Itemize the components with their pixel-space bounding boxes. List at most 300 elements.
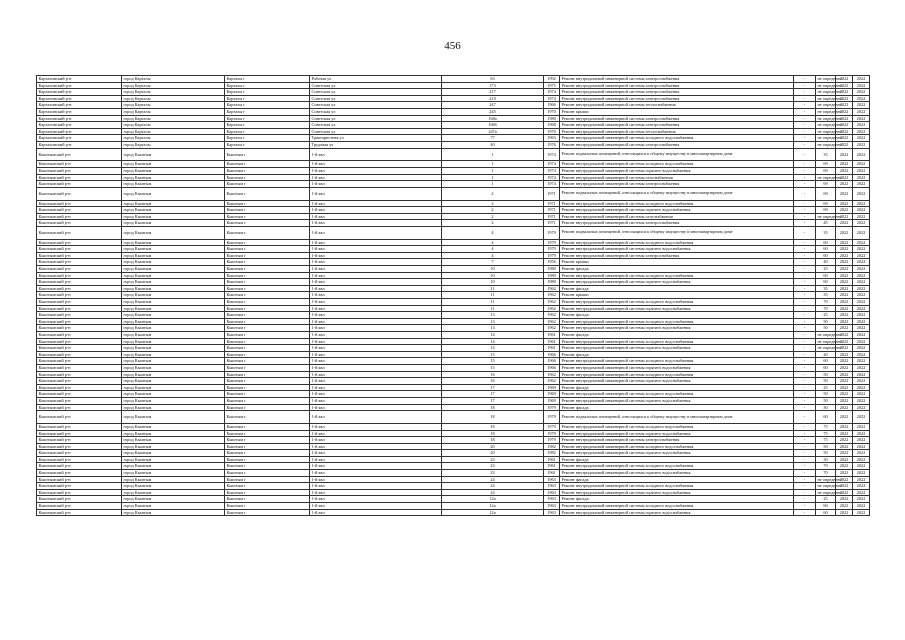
dash-cell: - [794,82,816,89]
dash-cell: - [794,338,816,345]
work-type-cell: Ремонт внутридомовой инженерной системы горячего водоснабжения [560,364,794,371]
table-row [37,141,870,148]
work-type-cell: Ремонт внутридомовой инженерной системы газоснабжения [560,174,794,181]
table-row [37,239,870,246]
end-year-cell: 2022 [853,187,870,200]
build-year-cell: 1979 [544,437,560,444]
settlement-cell: город Кыштым [122,187,225,200]
district-cell: Кыштымский р-н [37,266,122,273]
start-year-cell: 2022 [836,423,853,430]
table-row [37,483,870,490]
dash-cell: - [794,423,816,430]
street-cell: 1-й квл [310,161,442,168]
start-year-cell: 2022 [836,279,853,286]
district-cell: Кыштымский р-н [37,463,122,470]
work-type-cell: Ремонт подвальных помещений, относящихся к общему имуществу в многоквартирном доме [560,411,794,424]
start-year-cell: 2022 [836,325,853,332]
district-cell: Карталинский р-н [37,122,122,129]
street-cell: 1-й квл [310,437,442,444]
house-number-cell: 11 [442,285,544,292]
work-type-cell: Ремонт внутридомовой инженерной системы электроснабжения [560,437,794,444]
dash-cell: - [794,252,816,259]
dash-cell: - [794,161,816,168]
end-year-cell: 2022 [853,167,870,174]
cost-cell: не определен [817,95,842,101]
locality-cell: Кыштым г [225,266,310,273]
settlement-cell: город Кыштым [122,161,225,168]
end-year-cell: 2022 [853,299,870,306]
end-year-cell: 2022 [853,325,870,332]
end-year-cell: 2022 [853,331,870,338]
house-number-cell: 168б [442,122,544,129]
cost-cell: 60 [816,358,836,365]
build-year-cell: 1966 [544,364,560,371]
end-year-cell: 2022 [853,89,870,96]
start-year-cell: 2022 [836,272,853,279]
end-year-cell: 2022 [853,450,870,457]
settlement-cell: город Кыштым [122,404,225,411]
work-type-cell: Ремонт внутридомовой инженерной системы холодного водоснабжения [560,299,794,306]
cost-cell: не определен [817,489,842,495]
settlement-cell: город Кыштым [122,358,225,365]
locality-cell: Кыштым г [225,351,310,358]
house-number-cell: 1 [442,161,544,168]
end-year-cell: 2022 [853,489,870,496]
end-year-cell: 2022 [853,122,870,129]
build-year-cell: 1979 [544,423,560,430]
district-cell: Карталинский р-н [37,95,122,102]
start-year-cell: 2022 [836,345,853,352]
start-year-cell: 2022 [836,463,853,470]
build-year-cell: 1974 [544,161,560,168]
build-year-cell: 1962 [544,285,560,292]
end-year-cell: 2022 [853,246,870,253]
locality-cell: Кыштым г [225,496,310,503]
dash-cell: - [794,174,816,181]
work-type-cell: Ремонт фасада [560,384,794,391]
work-type-cell: Ремонт внутридомовой инженерной системы холодного водоснабжения [560,161,794,168]
start-year-cell: 2022 [836,141,853,148]
start-year-cell: 2022 [836,338,853,345]
street-cell: Советская ул [310,102,442,109]
district-cell: Кыштымский р-н [37,181,122,188]
cost-cell: 25 [816,496,836,503]
dash-cell: - [794,226,816,239]
street-cell: 1-й квл [310,443,442,450]
start-year-cell: 2022 [836,299,853,306]
house-number-cell: 217 [442,89,544,96]
end-year-cell: 2022 [853,279,870,286]
work-type-cell: Ремонт внутридомовой инженерной системы холодного водоснабжения [560,200,794,207]
locality-cell: Кыштым г [225,226,310,239]
district-cell: Кыштымский р-н [37,378,122,385]
dash-cell: - [794,115,816,122]
table-row [37,82,870,89]
locality-cell: Карталы г [225,122,310,129]
street-cell: 1-й квл [310,285,442,292]
cost-cell: 69 [816,200,836,207]
work-type-cell: Ремонт фасада [560,476,794,483]
cost-cell: 25 [816,384,836,391]
work-type-cell: Ремонт внутридомовой инженерной системы холодного водоснабжения [560,272,794,279]
locality-cell: Кыштым г [225,161,310,168]
locality-cell: Кыштым г [225,239,310,246]
start-year-cell: 2022 [836,384,853,391]
start-year-cell: 2022 [836,371,853,378]
build-year-cell: 1963 [544,476,560,483]
cost-cell: 30 [816,404,836,411]
start-year-cell: 2022 [836,358,853,365]
table-row [37,285,870,292]
table-row [37,115,870,122]
dash-cell: - [794,220,816,227]
dash-cell: - [794,371,816,378]
table-row [37,430,870,437]
cost-cell: не определен [817,141,842,147]
locality-cell: Кыштым г [225,450,310,457]
district-cell: Карталинский р-н [37,102,122,109]
capital-repair-table [36,75,870,516]
start-year-cell: 2022 [836,246,853,253]
house-number-cell: 11 [442,305,544,312]
house-number-cell: 12а [442,509,544,516]
house-number-cell: 1 [442,167,544,174]
end-year-cell: 2022 [853,404,870,411]
street-cell: 1-й квл [310,187,442,200]
house-number-cell: 11 [442,299,544,306]
start-year-cell: 2022 [836,450,853,457]
work-type-cell: Ремонт внутридомовой инженерной системы газоснабжения [560,213,794,220]
district-cell: Кыштымский р-н [37,213,122,220]
table-row [37,423,870,430]
end-year-cell: 2022 [853,318,870,325]
build-year-cell: 1962 [544,312,560,319]
district-cell: Кыштымский р-н [37,437,122,444]
locality-cell: Кыштым г [225,187,310,200]
locality-cell: Кыштым г [225,318,310,325]
dash-cell: - [794,430,816,437]
district-cell: Кыштымский р-н [37,430,122,437]
end-year-cell: 2022 [853,358,870,365]
page-number: 456 [444,40,461,52]
cost-cell: 35 [816,292,836,299]
locality-cell: Кыштым г [225,470,310,477]
table-row [37,174,870,181]
work-type-cell: Ремонт крыши [560,108,794,115]
start-year-cell: 2022 [836,443,853,450]
work-type-cell: Ремонт фасада [560,456,794,463]
build-year-cell: 1966 [544,351,560,358]
locality-cell: Кыштым г [225,246,310,253]
settlement-cell: город Кыштым [122,430,225,437]
locality-cell: Кыштым г [225,207,310,214]
settlement-cell: город Кыштым [122,220,225,227]
cost-cell: не определен [817,345,842,351]
work-type-cell: Ремонт внутридомовой инженерной системы горячего водоснабжения [560,325,794,332]
cost-cell: 70 [816,463,836,470]
start-year-cell: 2022 [836,470,853,477]
build-year-cell: 1979 [544,252,560,259]
build-year-cell: 1971 [544,207,560,214]
work-type-cell: Ремонт фасада [560,404,794,411]
dash-cell: - [794,181,816,188]
build-year-cell: 1979 [544,226,560,239]
locality-cell: Кыштым г [225,174,310,181]
start-year-cell: 2022 [836,207,853,214]
house-number-cell: 12а [442,503,544,510]
district-cell: Кыштымский р-н [37,338,122,345]
end-year-cell: 2022 [853,503,870,510]
street-cell: 1-й квл [310,239,442,246]
settlement-cell: город Карталы [122,95,225,102]
start-year-cell: 2022 [836,122,853,129]
table-row [37,292,870,299]
settlement-cell: город Кыштым [122,483,225,490]
house-number-cell: 247 [442,102,544,109]
end-year-cell: 2022 [853,259,870,266]
settlement-cell: город Кыштым [122,331,225,338]
cost-cell: не определен [817,89,842,95]
start-year-cell: 2022 [836,259,853,266]
build-year-cell: 1971 [544,200,560,207]
locality-cell: Карталы г [225,108,310,115]
settlement-cell: город Кыштым [122,213,225,220]
locality-cell: Карталы г [225,115,310,122]
house-number-cell: 14 [442,331,544,338]
build-year-cell: 1974 [544,181,560,188]
house-number-cell: 10 [442,266,544,273]
cost-cell: 69 [816,161,836,168]
house-number-cell: 10 [442,272,544,279]
settlement-cell: город Кыштым [122,305,225,312]
district-cell: Кыштымский р-н [37,371,122,378]
street-cell: 1-й квл [310,318,442,325]
build-year-cell: 1970 [544,128,560,135]
build-year-cell: 1962 [544,299,560,306]
dash-cell: - [794,285,816,292]
street-cell: 1-й квл [310,404,442,411]
dash-cell: - [794,239,816,246]
settlement-cell: город Кыштым [122,239,225,246]
district-cell: Карталинский р-н [37,108,122,115]
locality-cell: Кыштым г [225,213,310,220]
start-year-cell: 2022 [836,266,853,273]
work-type-cell: Ремонт внутридомовой инженерной системы горячего водоснабжения [560,246,794,253]
district-cell: Кыштымский р-н [37,246,122,253]
dash-cell: - [794,122,816,129]
locality-cell: Кыштым г [225,364,310,371]
district-cell: Кыштымский р-н [37,259,122,266]
district-cell: Кыштымский р-н [37,285,122,292]
house-number-cell: 24 [442,476,544,483]
house-number-cell: 2 [442,200,544,207]
table-row [37,489,870,496]
locality-cell: Кыштым г [225,259,310,266]
work-type-cell: Ремонт внутридомовой инженерной системы горячего водоснабжения [560,397,794,404]
build-year-cell: 1966 [544,358,560,365]
table-row [37,456,870,463]
district-cell: Кыштымский р-н [37,384,122,391]
street-cell: 1-й квл [310,312,442,319]
street-cell: 1-й квл [310,220,442,227]
cost-cell: 60 [816,246,836,253]
locality-cell: Кыштым г [225,378,310,385]
street-cell: Советская ул [310,82,442,89]
dash-cell: - [794,358,816,365]
end-year-cell: 2022 [853,391,870,398]
end-year-cell: 2022 [853,351,870,358]
table-row [37,470,870,477]
table-row [37,351,870,358]
street-cell: Советская ул [310,89,442,96]
district-cell: Кыштымский р-н [37,331,122,338]
street-cell: Советская ул [310,115,442,122]
district-cell: Карталинский р-н [37,128,122,135]
house-number-cell: 2 [442,213,544,220]
table-row [37,299,870,306]
house-number-cell: 16 [442,378,544,385]
locality-cell: Карталы г [225,141,310,148]
end-year-cell: 2022 [853,378,870,385]
dash-cell: - [794,292,816,299]
settlement-cell: город Карталы [122,82,225,89]
dash-cell: - [794,470,816,477]
district-cell: Кыштымский р-н [37,226,122,239]
table-row [37,259,870,266]
locality-cell: Кыштым г [225,483,310,490]
table-row [37,266,870,273]
dash-cell: - [794,213,816,220]
start-year-cell: 2022 [836,404,853,411]
end-year-cell: 2022 [853,252,870,259]
street-cell: 1-й квл [310,470,442,477]
locality-cell: Кыштым г [225,430,310,437]
table-row [37,135,870,142]
start-year-cell: 2022 [836,187,853,200]
end-year-cell: 2022 [853,345,870,352]
house-number-cell: 4 [442,239,544,246]
work-type-cell: Ремонт внутридомовой инженерной системы электроснабжения [560,141,794,148]
build-year-cell: 1971 [544,213,560,220]
work-type-cell: Ремонт внутридомовой инженерной системы электроснабжения [560,122,794,129]
cost-cell: 60 [816,279,836,286]
table-row [37,338,870,345]
house-number-cell: 4 [442,246,544,253]
end-year-cell: 2022 [853,430,870,437]
cost-cell: не определен [817,115,842,121]
locality-cell: Карталы г [225,89,310,96]
build-year-cell: 1969 [544,391,560,398]
build-year-cell: 1962 [544,318,560,325]
dash-cell: - [794,397,816,404]
build-year-cell: 1971 [544,220,560,227]
street-cell: 1-й квл [310,463,442,470]
dash-cell: - [794,148,816,161]
dash-cell: - [794,509,816,516]
cost-cell: не определен [817,174,842,180]
street-cell: 1-й квл [310,338,442,345]
table-row [37,331,870,338]
house-number-cell: 14 [442,338,544,345]
build-year-cell: 1962 [544,325,560,332]
end-year-cell: 2022 [853,496,870,503]
cost-cell: не определен [817,476,842,482]
locality-cell: Кыштым г [225,456,310,463]
locality-cell: Кыштым г [225,509,310,516]
cost-cell: не определен [817,483,842,489]
dash-cell: - [794,463,816,470]
table-row [37,358,870,365]
house-number-cell: 2 [442,187,544,200]
build-year-cell: 1979 [544,404,560,411]
cost-cell: не определен [817,108,842,114]
build-year-cell: 1974 [544,174,560,181]
settlement-cell: город Карталы [122,102,225,109]
cost-cell: 35 [816,226,836,239]
street-cell: 1-й квл [310,213,442,220]
build-year-cell: 1974 [544,95,560,102]
work-type-cell: Ремонт внутридомовой инженерной системы холодного водоснабжения [560,371,794,378]
cost-cell: не определен [817,76,842,81]
street-cell: 1-й квл [310,378,442,385]
locality-cell: Кыштым г [225,305,310,312]
build-year-cell: 1979 [544,239,560,246]
settlement-cell: город Кыштым [122,285,225,292]
dash-cell: - [794,404,816,411]
house-number-cell: 24 [442,483,544,490]
dash-cell: - [794,141,816,148]
cost-cell: 60 [816,252,836,259]
district-cell: Кыштымский р-н [37,456,122,463]
work-type-cell: Ремонт внутридомовой инженерной системы холодного водоснабжения [560,443,794,450]
settlement-cell: город Кыштым [122,292,225,299]
locality-cell: Кыштым г [225,503,310,510]
work-type-cell: Ремонт внутридомовой инженерной системы холодного водоснабжения [560,318,794,325]
settlement-cell: город Кыштым [122,200,225,207]
locality-cell: Карталы г [225,76,310,83]
locality-cell: Карталы г [225,95,310,102]
end-year-cell: 2022 [853,509,870,516]
work-type-cell: Ремонт подвальных помещений, относящихся к общему имуществу в многоквартирном доме [560,148,794,161]
locality-cell: Карталы г [225,102,310,109]
table-row [37,89,870,96]
work-type-cell: Ремонт внутридомовой инженерной системы горячего водоснабжения [560,509,794,516]
start-year-cell: 2022 [836,161,853,168]
build-year-cell: 1963 [544,503,560,510]
dash-cell: - [794,483,816,490]
district-cell: Кыштымский р-н [37,443,122,450]
table-row [37,108,870,115]
street-cell: 1-й квл [310,496,442,503]
settlement-cell: город Кыштым [122,318,225,325]
street-cell: 1-й квл [310,358,442,365]
end-year-cell: 2022 [853,476,870,483]
street-cell: 1-й квл [310,509,442,516]
street-cell: Рабочая ул [310,76,442,83]
settlement-cell: город Кыштым [122,259,225,266]
table-row [37,102,870,109]
district-cell: Кыштымский р-н [37,397,122,404]
table-row [37,220,870,227]
end-year-cell: 2022 [853,285,870,292]
settlement-cell: город Кыштым [122,378,225,385]
house-number-cell: 247а [442,128,544,135]
house-number-cell: 7 [442,259,544,266]
house-number-cell: 12а [442,496,544,503]
table-row [37,200,870,207]
locality-cell: Кыштым г [225,463,310,470]
table-row [37,345,870,352]
